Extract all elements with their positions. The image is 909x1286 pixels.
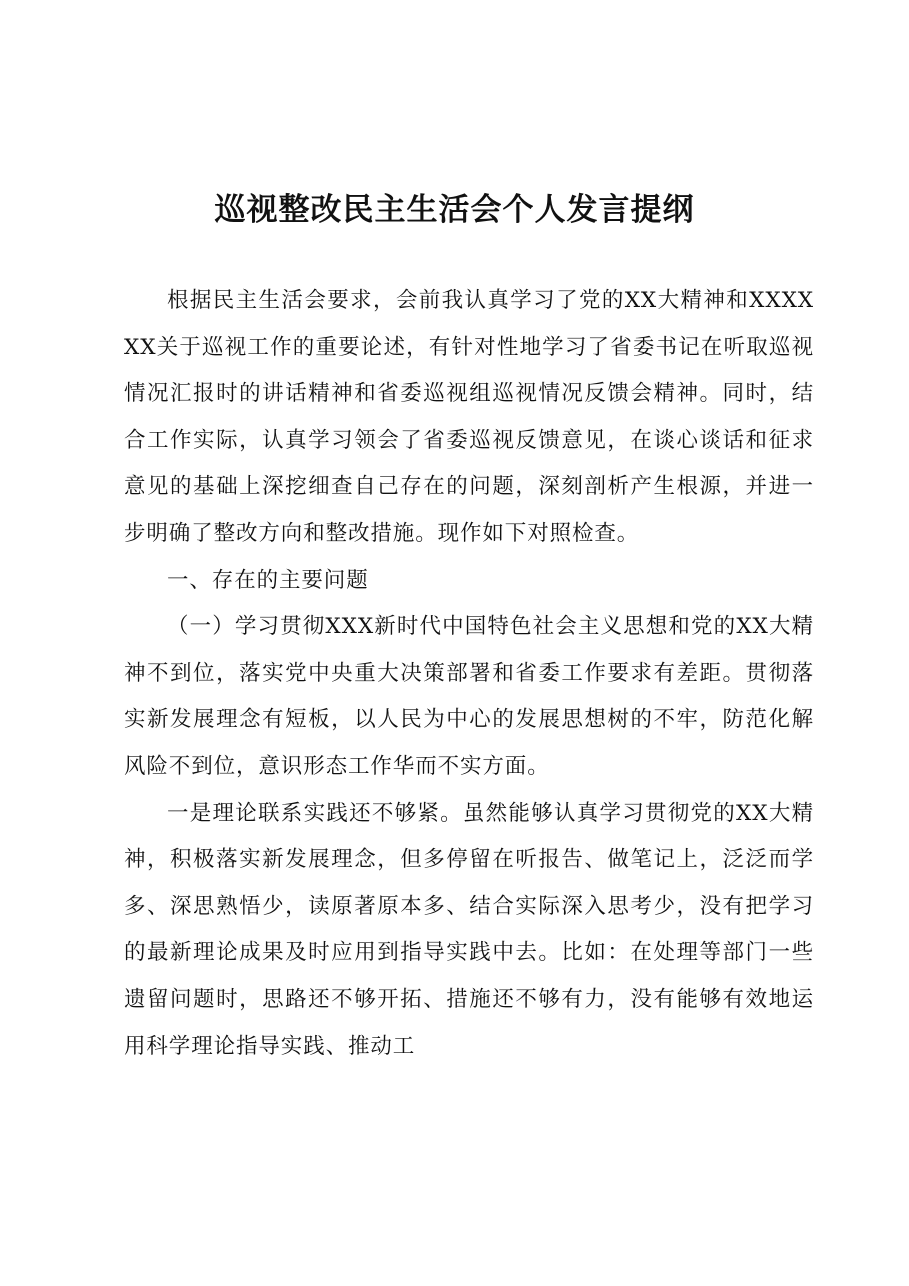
paragraph-subsection-one: （一）学习贯彻XXX新时代中国特色社会主义思想和党的XX大精神不到位，落实党中央重大决策部署和省委工作要求有差距。贯彻落实新发展理念有短板，以人民为中心的发展思想树的不牢，防范化解风险不到位，意识形态工作华而不实方面。 [124, 614, 814, 779]
paragraph-point-one: 一是理论联系实践还不够紧。虽然能够认真学习贯彻党的XX大精神，积极落实新发展理念，但多停留在听报告、做笔记上，泛泛而学多、深思熟悟少，读原著原本多、结合实际深入思考少，没有把学习的最新理论成果及时应用到指导实践中去。比如：在处理等部门一些遗留问题时，思路还不够开拓、措施还不够有力，没有能够有效地运用科学理论指导实践、推动工 [124, 800, 814, 1059]
section-heading: 一、存在的主要问题 [167, 567, 369, 593]
document-title: 巡视整改民主生活会个人发言提纲 [214, 192, 695, 228]
document-body [124, 278, 814, 1070]
paragraph-intro: 根据民主生活会要求，会前我认真学习了党的XX大精神和XXXXXX关于巡视工作的重要论述，有针对性地学习了省委书记在听取巡视情况汇报时的讲话精神和省委巡视组巡视情况反馈会精神。同时，结合工作实际，认真学习领会了省委巡视反馈意见，在谈心谈话和征求意见的基础上深挖细查自己存在的问题，深刻剖析产生根源，并进一步明确了整改方向和整改措施。现作如下对照检查。 [124, 288, 814, 546]
